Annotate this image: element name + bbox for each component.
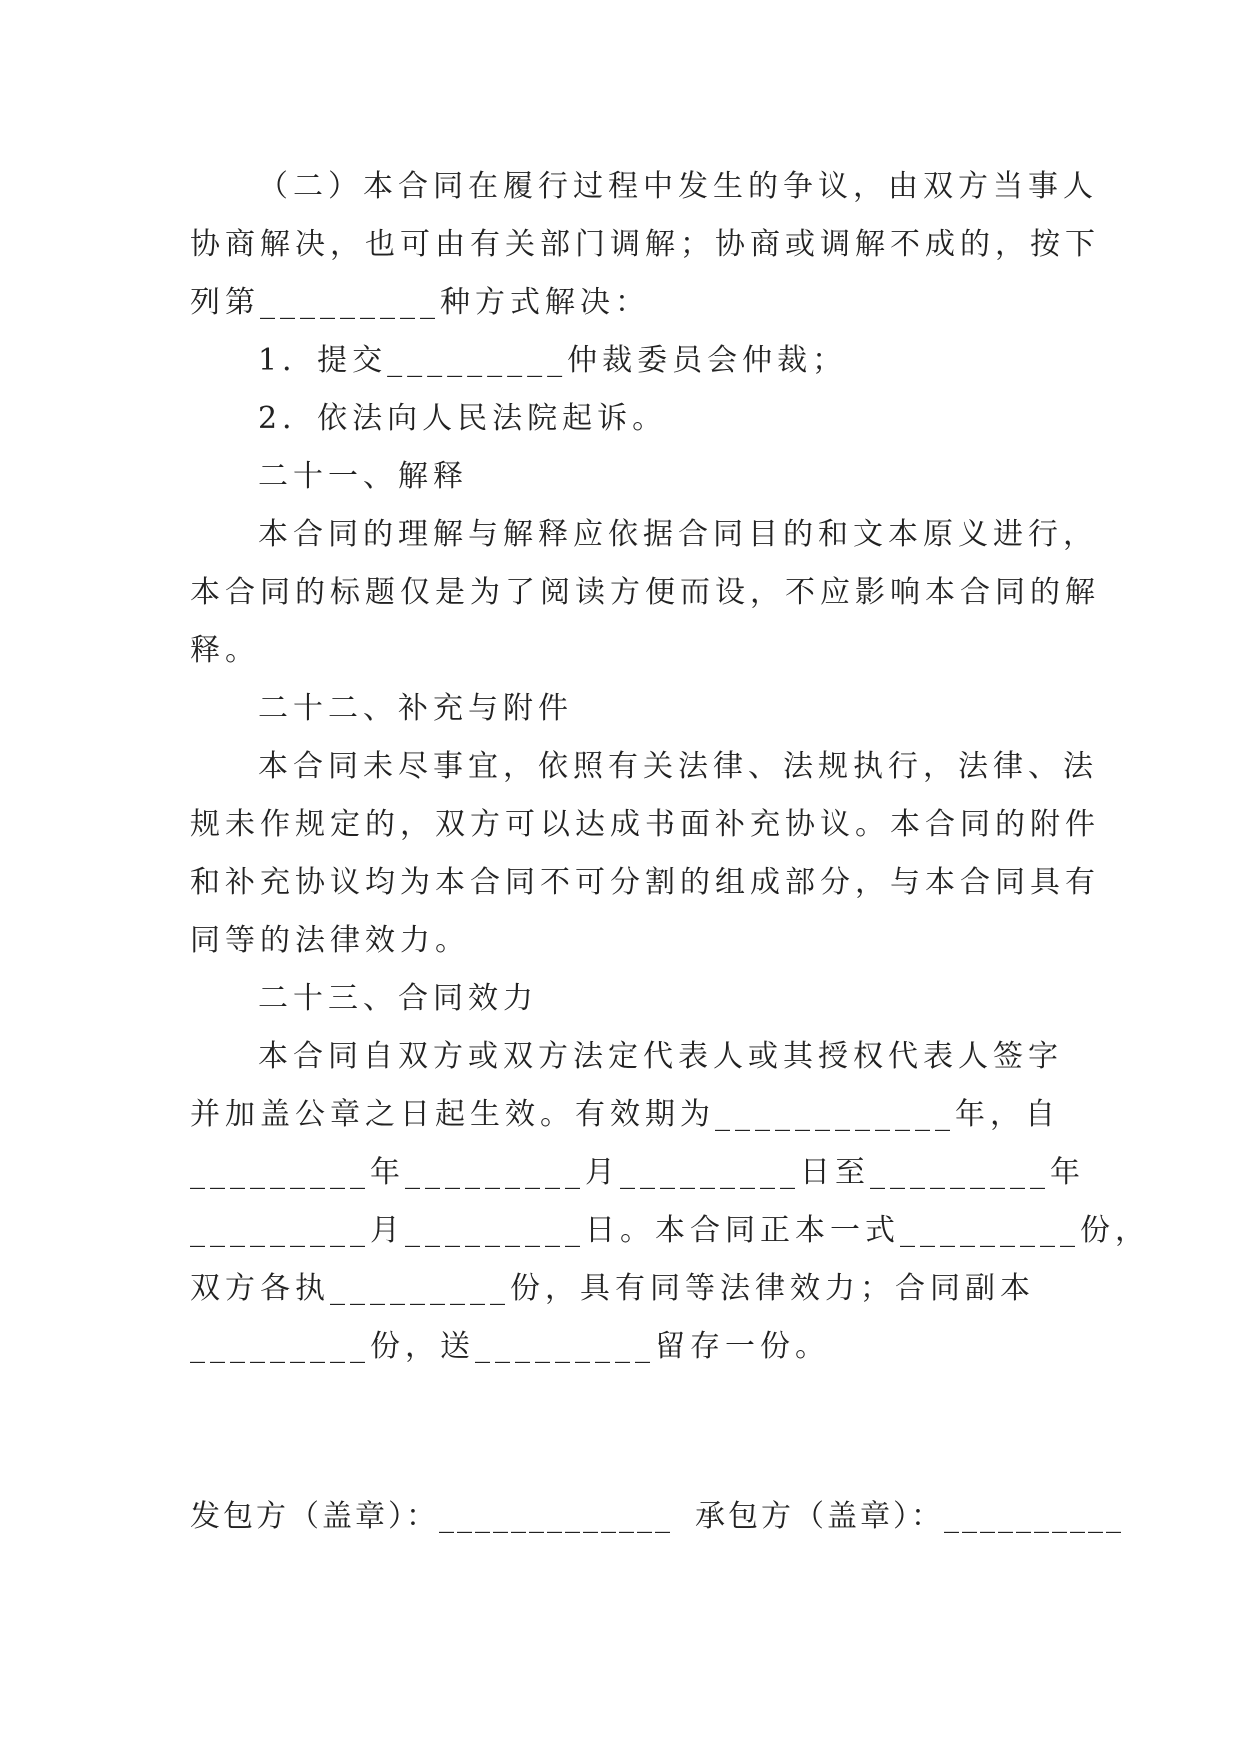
paragraph-line: 本合同的标题仅是为了阅读方便而设，不应影响本合同的解 <box>190 575 1100 610</box>
section-heading: 二十二、补充与附件 <box>258 691 573 726</box>
party-a-signature: 发包方（盖章）：_____________ <box>190 1499 673 1534</box>
paragraph-line: _________份，送_________留存一份。 <box>190 1329 830 1364</box>
party-b-signature: 承包方（盖章）：__________ <box>695 1499 1124 1534</box>
paragraph-line: （二）本合同在履行过程中发生的争议，由双方当事人 <box>258 169 1098 204</box>
paragraph-line: 和补充协议均为本合同不可分割的组成部分，与本合同具有 <box>190 865 1100 900</box>
paragraph-line: 并加盖公章之日起生效。有效期为____________年，自 <box>190 1097 1060 1132</box>
signature-row <box>190 1488 1124 1546</box>
paragraph-line: 列第_________种方式解决： <box>190 285 650 320</box>
paragraph-line: 释。 <box>190 633 260 668</box>
paragraph-line: _________月_________日。本合同正本一式_________份， <box>190 1213 1150 1248</box>
paragraph-line: 本合同的理解与解释应依据合同目的和文本原义进行， <box>258 517 1098 552</box>
contract-body <box>190 158 1150 1376</box>
paragraph-line: 双方各执_________份，具有同等法律效力；合同副本 <box>190 1271 1035 1306</box>
paragraph-line: 本合同未尽事宜，依照有关法律、法规执行，法律、法 <box>258 749 1098 784</box>
list-item: 1．提交_________仲裁委员会仲裁； <box>258 343 848 378</box>
list-item: 2．依法向人民法院起诉。 <box>258 401 668 436</box>
section-heading: 二十一、解释 <box>258 459 468 494</box>
paragraph-line: _________年_________月_________日至_________年 <box>190 1155 1085 1190</box>
paragraph-line: 同等的法律效力。 <box>190 923 470 958</box>
paragraph-line: 协商解决，也可由有关部门调解；协商或调解不成的，按下 <box>190 227 1100 262</box>
paragraph-line: 规未作规定的，双方可以达成书面补充协议。本合同的附件 <box>190 807 1100 842</box>
paragraph-line: 本合同自双方或双方法定代表人或其授权代表人签字 <box>258 1039 1063 1074</box>
section-heading: 二十三、合同效力 <box>258 981 538 1016</box>
